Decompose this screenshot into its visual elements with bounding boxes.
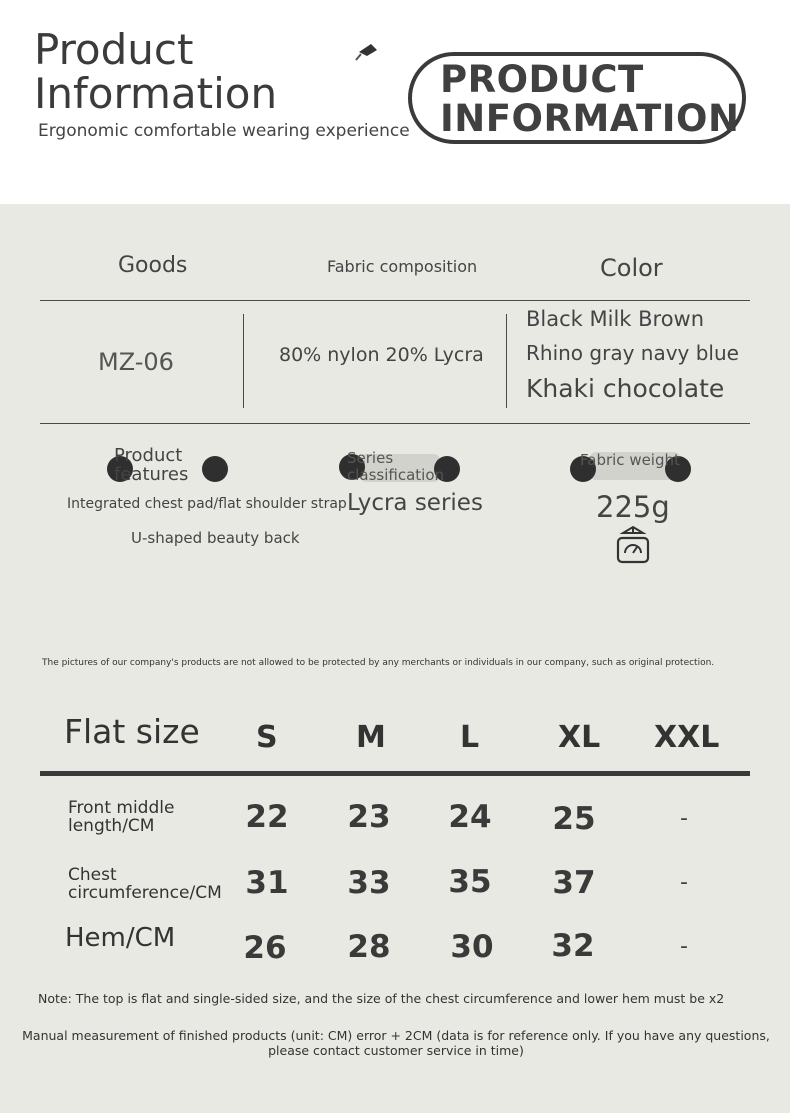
features-label: Product features — [114, 445, 189, 485]
fabric-composition-value: 80% nylon 20% Lycra — [279, 344, 484, 366]
column-divider — [243, 314, 244, 408]
bullet-dot — [202, 456, 228, 482]
size-header-s: S — [256, 720, 278, 755]
size-value-empty: - — [680, 806, 688, 831]
size-header-xl: XL — [558, 720, 601, 755]
size-note: Note: The top is flat and single-sided size, and the size of the chest circumference and lower hem must be x2 — [38, 991, 725, 1006]
color-line-2: Rhino gray navy blue — [526, 341, 739, 365]
size-header-m: M — [356, 720, 386, 755]
title-line-1: Product — [34, 25, 194, 74]
table-divider — [40, 423, 750, 424]
weight-label: Fabric weight — [580, 451, 680, 469]
size-value: 26 — [243, 930, 287, 966]
pin-icon — [355, 42, 379, 62]
size-value: 37 — [552, 865, 596, 901]
size-value: 28 — [347, 929, 391, 965]
size-value: 31 — [245, 865, 289, 901]
size-value: 32 — [551, 928, 595, 964]
title-line-2: Information — [34, 69, 278, 118]
size-header-xxl: XXL — [654, 720, 720, 755]
table-divider — [40, 300, 750, 301]
scale-icon — [614, 525, 652, 565]
copyright-notice: The pictures of our company's products are not allowed to be protected by any merchants or individuals in our company, such as original protection. — [42, 658, 715, 668]
color-line-3: Khaki chocolate — [526, 374, 725, 403]
size-value-empty: - — [680, 870, 688, 895]
series-label: Series classification — [347, 449, 445, 484]
page-title — [34, 25, 278, 118]
row-label-chest — [68, 866, 222, 902]
feature-line-2: U-shaped beauty back — [131, 529, 300, 547]
row-label-line: Chest — [68, 865, 117, 885]
series-value: Lycra series — [347, 490, 483, 516]
size-header-l: L — [460, 720, 480, 755]
badge-line-2: INFORMATION — [440, 97, 740, 140]
column-header-fabric: Fabric composition — [327, 257, 478, 276]
info-badge-text — [440, 60, 739, 138]
row-label-front-length — [68, 799, 174, 835]
measurement-note: Manual measurement of finished products (unit: CM) error + 2CM (data is for reference only. If you have any questions, please contact customer service in time) — [22, 1028, 770, 1058]
row-label-line: Hem/CM — [65, 923, 176, 953]
size-table-divider — [40, 771, 750, 776]
size-value: 22 — [245, 799, 289, 835]
page-subtitle: Ergonomic comfortable wearing experience — [38, 121, 410, 141]
color-line-1: Black Milk Brown — [526, 307, 705, 331]
row-label-line: length/CM — [68, 816, 155, 836]
weight-value: 225g — [596, 490, 670, 524]
size-value: 33 — [347, 865, 391, 901]
size-value: 25 — [552, 801, 596, 837]
size-value-empty: - — [680, 934, 688, 959]
row-label-line: circumference/CM — [68, 883, 222, 903]
goods-code: MZ-06 — [98, 348, 174, 376]
size-value: 24 — [448, 799, 492, 835]
column-header-goods: Goods — [118, 253, 188, 278]
size-value: 35 — [448, 864, 492, 900]
row-label-hem — [65, 924, 175, 952]
size-table-title: Flat size — [64, 712, 200, 751]
feature-line-1: Integrated chest pad/flat shoulder strap — [67, 496, 347, 512]
size-value: 23 — [347, 799, 391, 835]
column-header-color: Color — [600, 254, 663, 282]
size-value: 30 — [450, 929, 494, 965]
row-label-line: Front middle — [68, 798, 175, 818]
column-divider — [506, 314, 507, 408]
badge-line-1: PRODUCT — [440, 58, 644, 101]
